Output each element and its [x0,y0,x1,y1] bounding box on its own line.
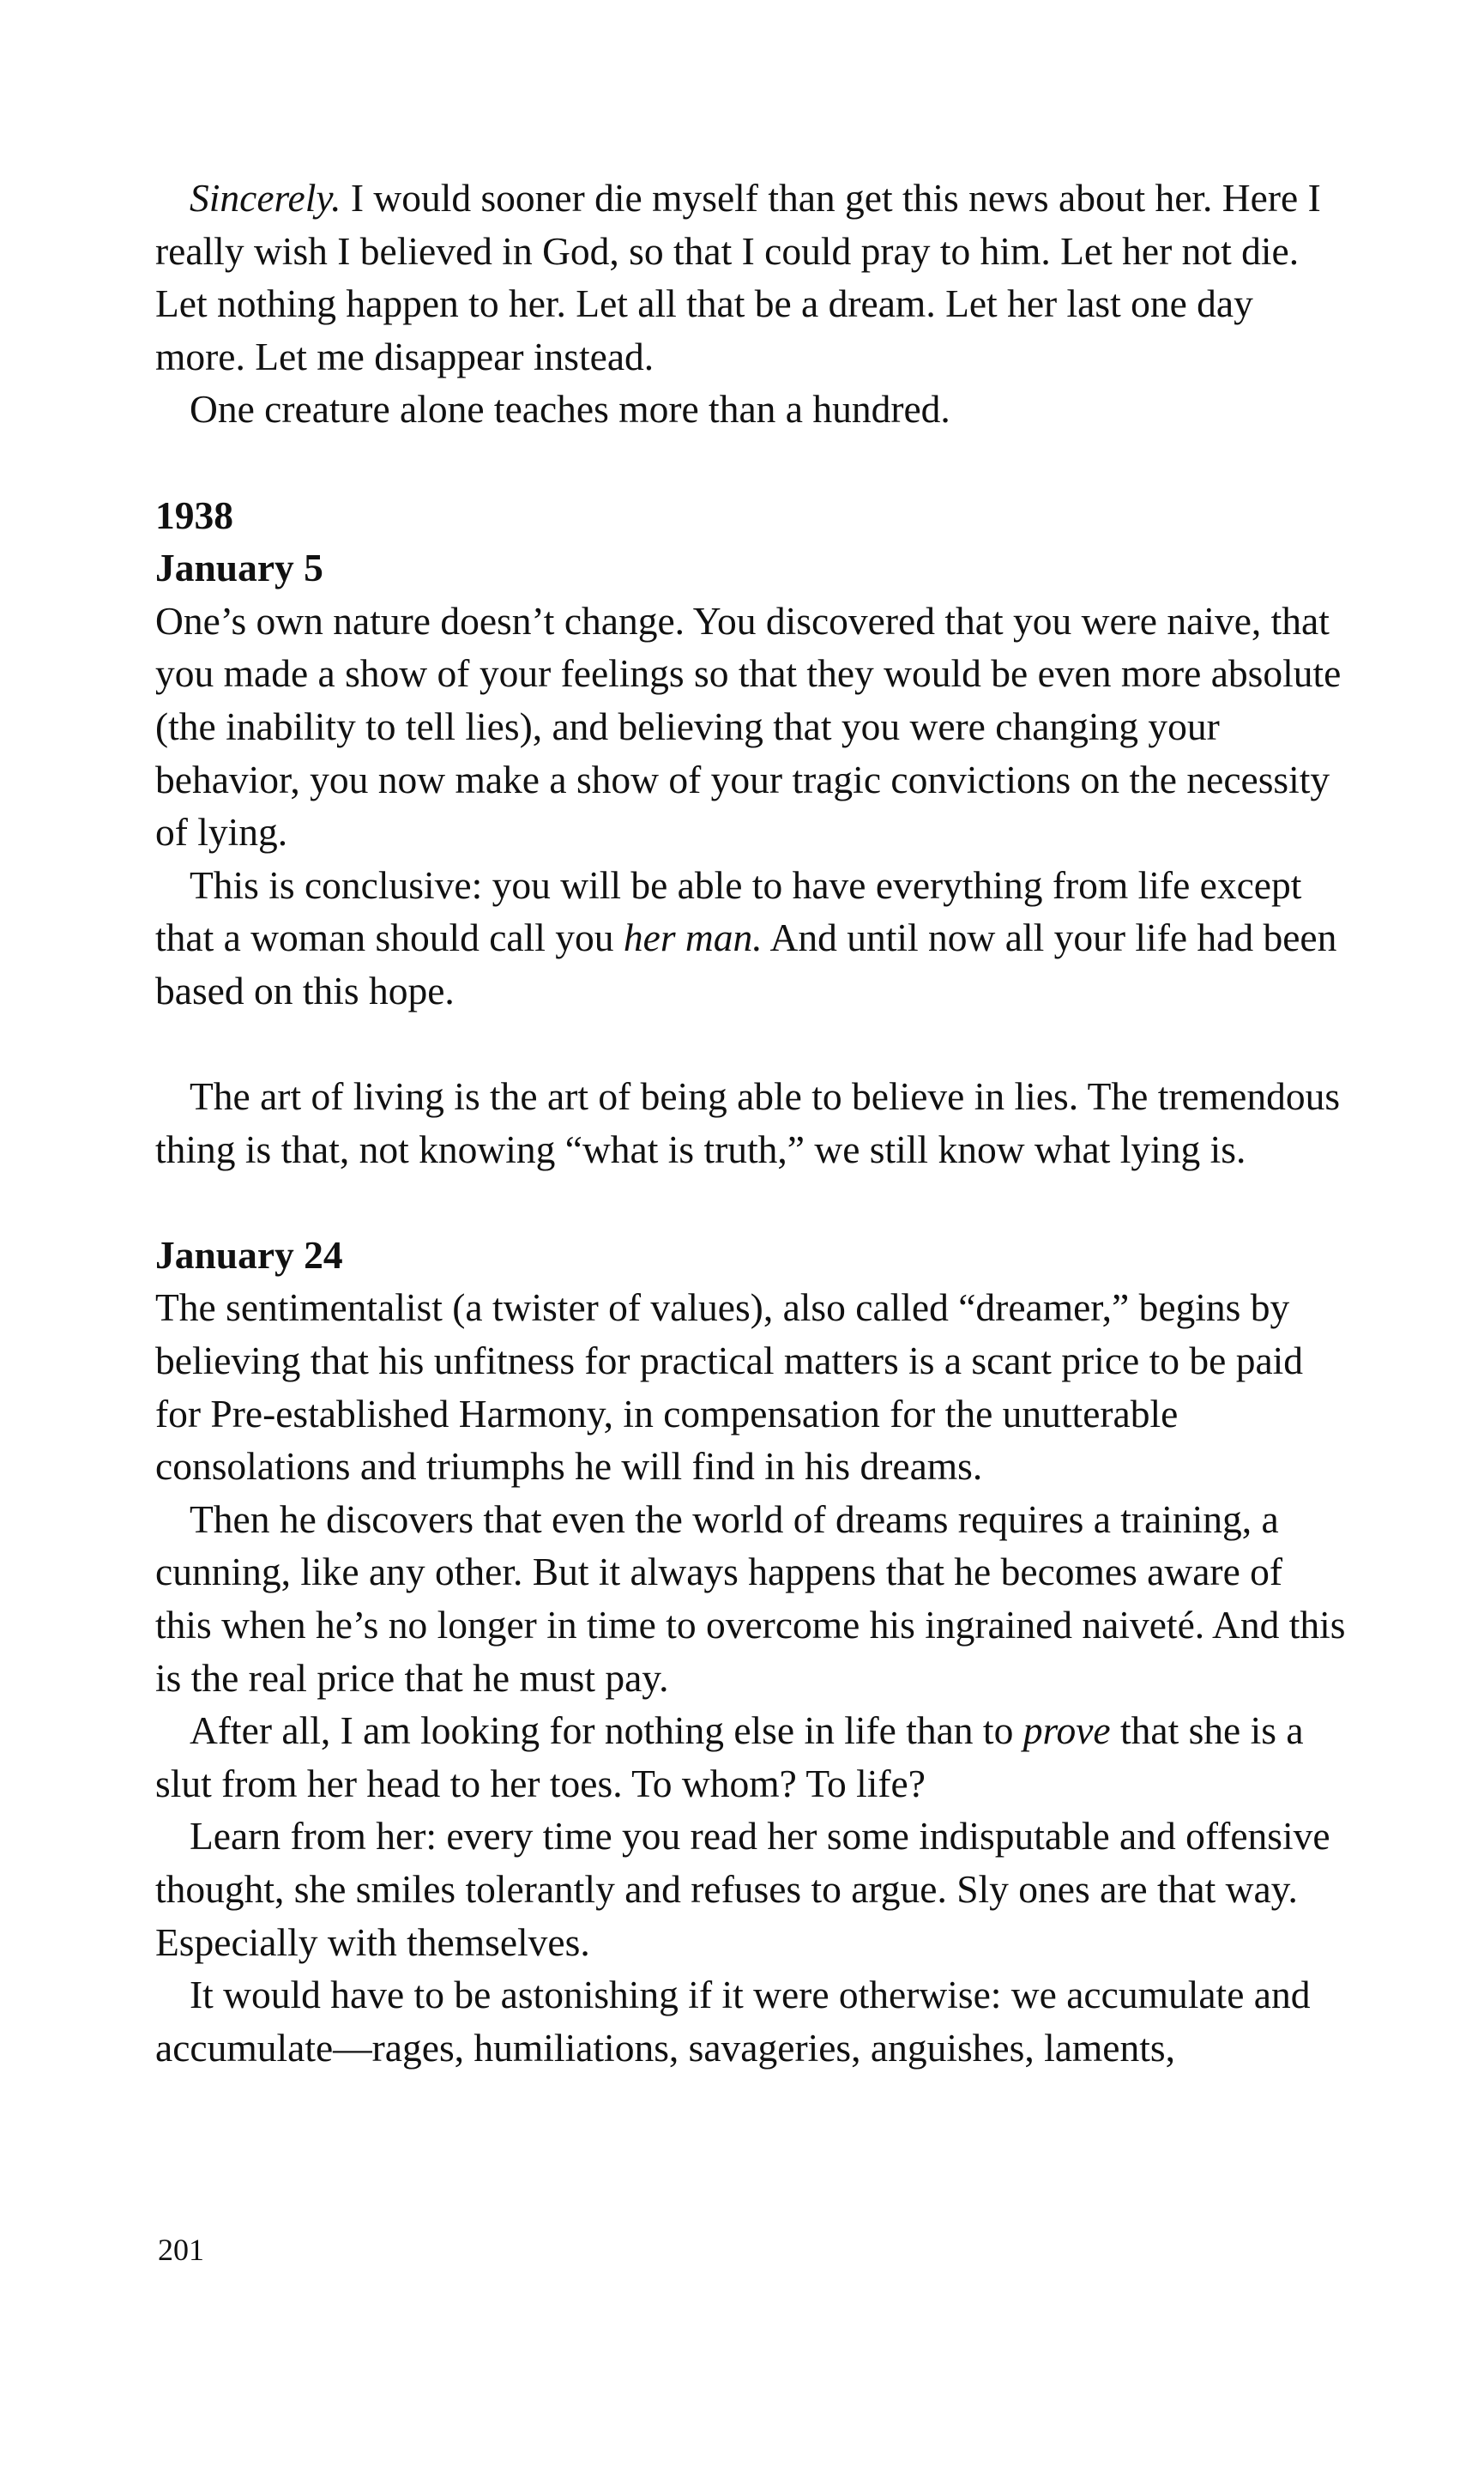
text-run: One’s own nature doesn’t change. You discovered that you were naive, that you made a show of your feelings so that they would be even more absolute (the inability to tell lies), and believing that you were changing your behavior, you now make a show of your tragic convictions on the necessity of lying. [155,598,1342,855]
italic-text: her man. [623,916,763,960]
section-spacer [155,1176,1348,1229]
date-heading: January 24 [155,1232,343,1277]
text-run: This is conclusive: you will be able to have everything from life except that a woman should call you [155,862,1302,960]
text-run: I would sooner die myself than get this news about her. Here I really wish I believed in God, so that I could pray to him. Let her not die. Let nothing happen to her. Let all that be a dream. Let her last one day more. Let me disappear instead. [155,176,1321,378]
italic-text: prove [1023,1708,1111,1753]
page-number: 201 [158,2233,204,2267]
text-run: It would have to be astonishing if it were otherwise: we accumulate and accumulate—rages, humiliations, savageries, anguishes, laments, [155,1973,1311,2070]
date-heading: January 5 [155,546,323,590]
paragraph [155,859,1348,1018]
text-run: The sentimentalist (a twister of values), also called “dreamer,” begins by believing that his unfitness for practical matters is a scant price to be paid for Pre-established Harmony, in compensation for the unutterable consolations and triumphs he will find in his dreams. [155,1285,1304,1489]
text-run: Then he discovers that even the world of dreams requires a training, a cunning, like any other. But it always happens that he becomes aware of this when he’s no longer in time to overcome his ingrained naiveté. And this is the real price that he must pay. [155,1496,1346,1700]
text-run: After all, I am looking for nothing else in life than to [190,1708,1023,1753]
text-run: Learn from her: every time you read her some indisputable and offensive thought, she smiles tolerantly and refuses to argue. Sly ones are that way. Especially with themselves. [155,1814,1330,1964]
paragraph [155,1704,1348,1810]
paragraph [155,1493,1348,1704]
italic-text: Sincerely. [190,176,341,220]
section-spacer [155,436,1348,489]
body-text [155,172,1348,2074]
text-run: that she is a slut from her head to her toes. To whom? To life? [155,1708,1304,1805]
paragraph [155,1810,1348,1968]
section-spacer [155,1018,1348,1071]
text-run: One creature alone teaches more than a hundred. [190,387,950,432]
paragraph [155,383,1348,436]
paragraph [155,1968,1348,2074]
year-heading: 1938 [155,493,233,537]
text-run: And until now all your life had been based on this hope. [155,916,1337,1012]
paragraph [155,1070,1348,1176]
text-run: The art of living is the art of being able to believe in lies. The tremendous thing is that, not knowing “what is truth,” we still know what lying is. [155,1074,1341,1171]
paragraph [155,595,1348,859]
paragraph [155,172,1348,383]
paragraph [155,1281,1348,1492]
